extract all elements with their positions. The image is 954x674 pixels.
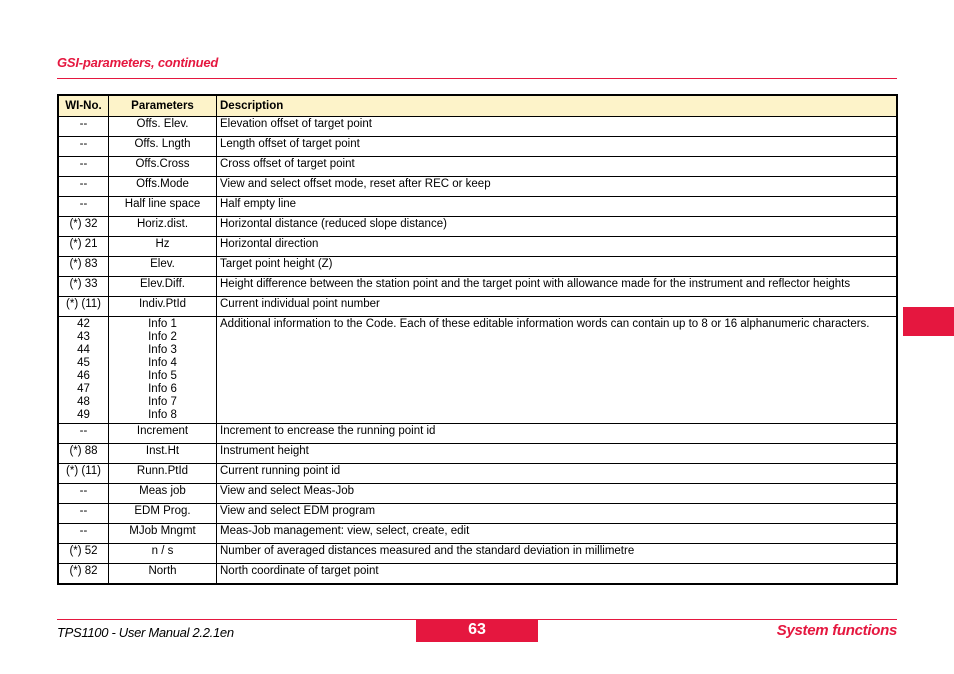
table-row [58,237,897,257]
cell-description: Meas-Job management: view, select, create, edit [217,524,898,544]
page-header-title: GSI-parameters, continued [57,55,219,70]
page-number: 63 [416,619,538,642]
cell-parameter: Half line space [109,197,217,217]
table-row [58,464,897,484]
cell-description: Half empty line [217,197,898,217]
table-row [58,197,897,217]
cell-wi-no: (*) 32 [58,217,109,237]
cell-wi-no: 42 43 44 45 46 47 48 49 [58,317,109,424]
cell-description: Horizontal direction [217,237,898,257]
header-divider [57,78,897,79]
cell-wi-no: -- [58,117,109,137]
cell-wi-no: -- [58,137,109,157]
cell-description: Length offset of target point [217,137,898,157]
cell-wi-no: (*) (11) [58,464,109,484]
cell-wi-no: -- [58,157,109,177]
cell-wi-no: -- [58,177,109,197]
cell-parameter: North [109,564,217,584]
cell-wi-no: (*) 52 [58,544,109,564]
table-row [58,217,897,237]
column-header-parameters: Parameters [109,95,217,117]
manual-title: TPS1100 - User Manual 2.2.1en [57,625,234,640]
cell-wi-no: (*) (11) [58,297,109,317]
cell-parameter: Runn.PtId [109,464,217,484]
column-header-description: Description [217,95,898,117]
cell-parameter: Indiv.PtId [109,297,217,317]
table-row [58,137,897,157]
table-body [58,117,897,584]
cell-wi-no: -- [58,197,109,217]
cell-wi-no: -- [58,424,109,444]
cell-description: Current running point id [217,464,898,484]
section-title: System functions [776,622,897,639]
table-row [58,564,897,584]
cell-wi-no: (*) 21 [58,237,109,257]
cell-parameter: Offs. Lngth [109,137,217,157]
table-row [58,177,897,197]
cell-description: Current individual point number [217,297,898,317]
cell-wi-no: (*) 82 [58,564,109,584]
cell-parameter: Elev. [109,257,217,277]
cell-description: Additional information to the Code. Each of these editable information words can contain up to 8 or 16 alphanumeric characters. [217,317,898,424]
cell-description: Elevation offset of target point [217,117,898,137]
table-row [58,524,897,544]
cell-wi-no: -- [58,484,109,504]
cell-parameter: Increment [109,424,217,444]
cell-parameter: Hz [109,237,217,257]
cell-description: Target point height (Z) [217,257,898,277]
cell-parameter: Inst.Ht [109,444,217,464]
cell-parameter: MJob Mngmt [109,524,217,544]
table-row [58,444,897,464]
cell-parameter: Elev.Diff. [109,277,217,297]
cell-wi-no: (*) 83 [58,257,109,277]
cell-description: View and select EDM program [217,504,898,524]
cell-parameter: Meas job [109,484,217,504]
gsi-parameters-table [57,94,898,585]
gsi-table-container [57,94,898,585]
cell-description: Cross offset of target point [217,157,898,177]
cell-description: Height difference between the station point and the target point with allowance made for the instrument and reflector heights [217,277,898,297]
cell-parameter: Offs. Elev. [109,117,217,137]
cell-parameter: Horiz.dist. [109,217,217,237]
cell-wi-no: -- [58,524,109,544]
table-header-row [58,95,897,117]
cell-description: North coordinate of target point [217,564,898,584]
cell-parameter: EDM Prog. [109,504,217,524]
cell-description: Horizontal distance (reduced slope distance) [217,217,898,237]
cell-wi-no: -- [58,504,109,524]
cell-description: Increment to encrease the running point id [217,424,898,444]
cell-parameter: Offs.Cross [109,157,217,177]
cell-parameter: Offs.Mode [109,177,217,197]
cell-parameter: n / s [109,544,217,564]
cell-description: Number of averaged distances measured and the standard deviation in millimetre [217,544,898,564]
cell-description: View and select offset mode, reset after REC or keep [217,177,898,197]
table-row [58,277,897,297]
table-row [58,544,897,564]
table-row [58,297,897,317]
table-row [58,504,897,524]
cell-description: View and select Meas-Job [217,484,898,504]
table-row [58,117,897,137]
table-row [58,157,897,177]
table-row [58,484,897,504]
cell-wi-no: (*) 88 [58,444,109,464]
cell-wi-no: (*) 33 [58,277,109,297]
table-row [58,424,897,444]
table-row [58,317,897,424]
table-row [58,257,897,277]
section-tab-marker [903,307,954,336]
column-header-wi-no: WI-No. [58,95,109,117]
cell-description: Instrument height [217,444,898,464]
cell-parameter: Info 1 Info 2 Info 3 Info 4 Info 5 Info 6 Info 7 Info 8 [109,317,217,424]
